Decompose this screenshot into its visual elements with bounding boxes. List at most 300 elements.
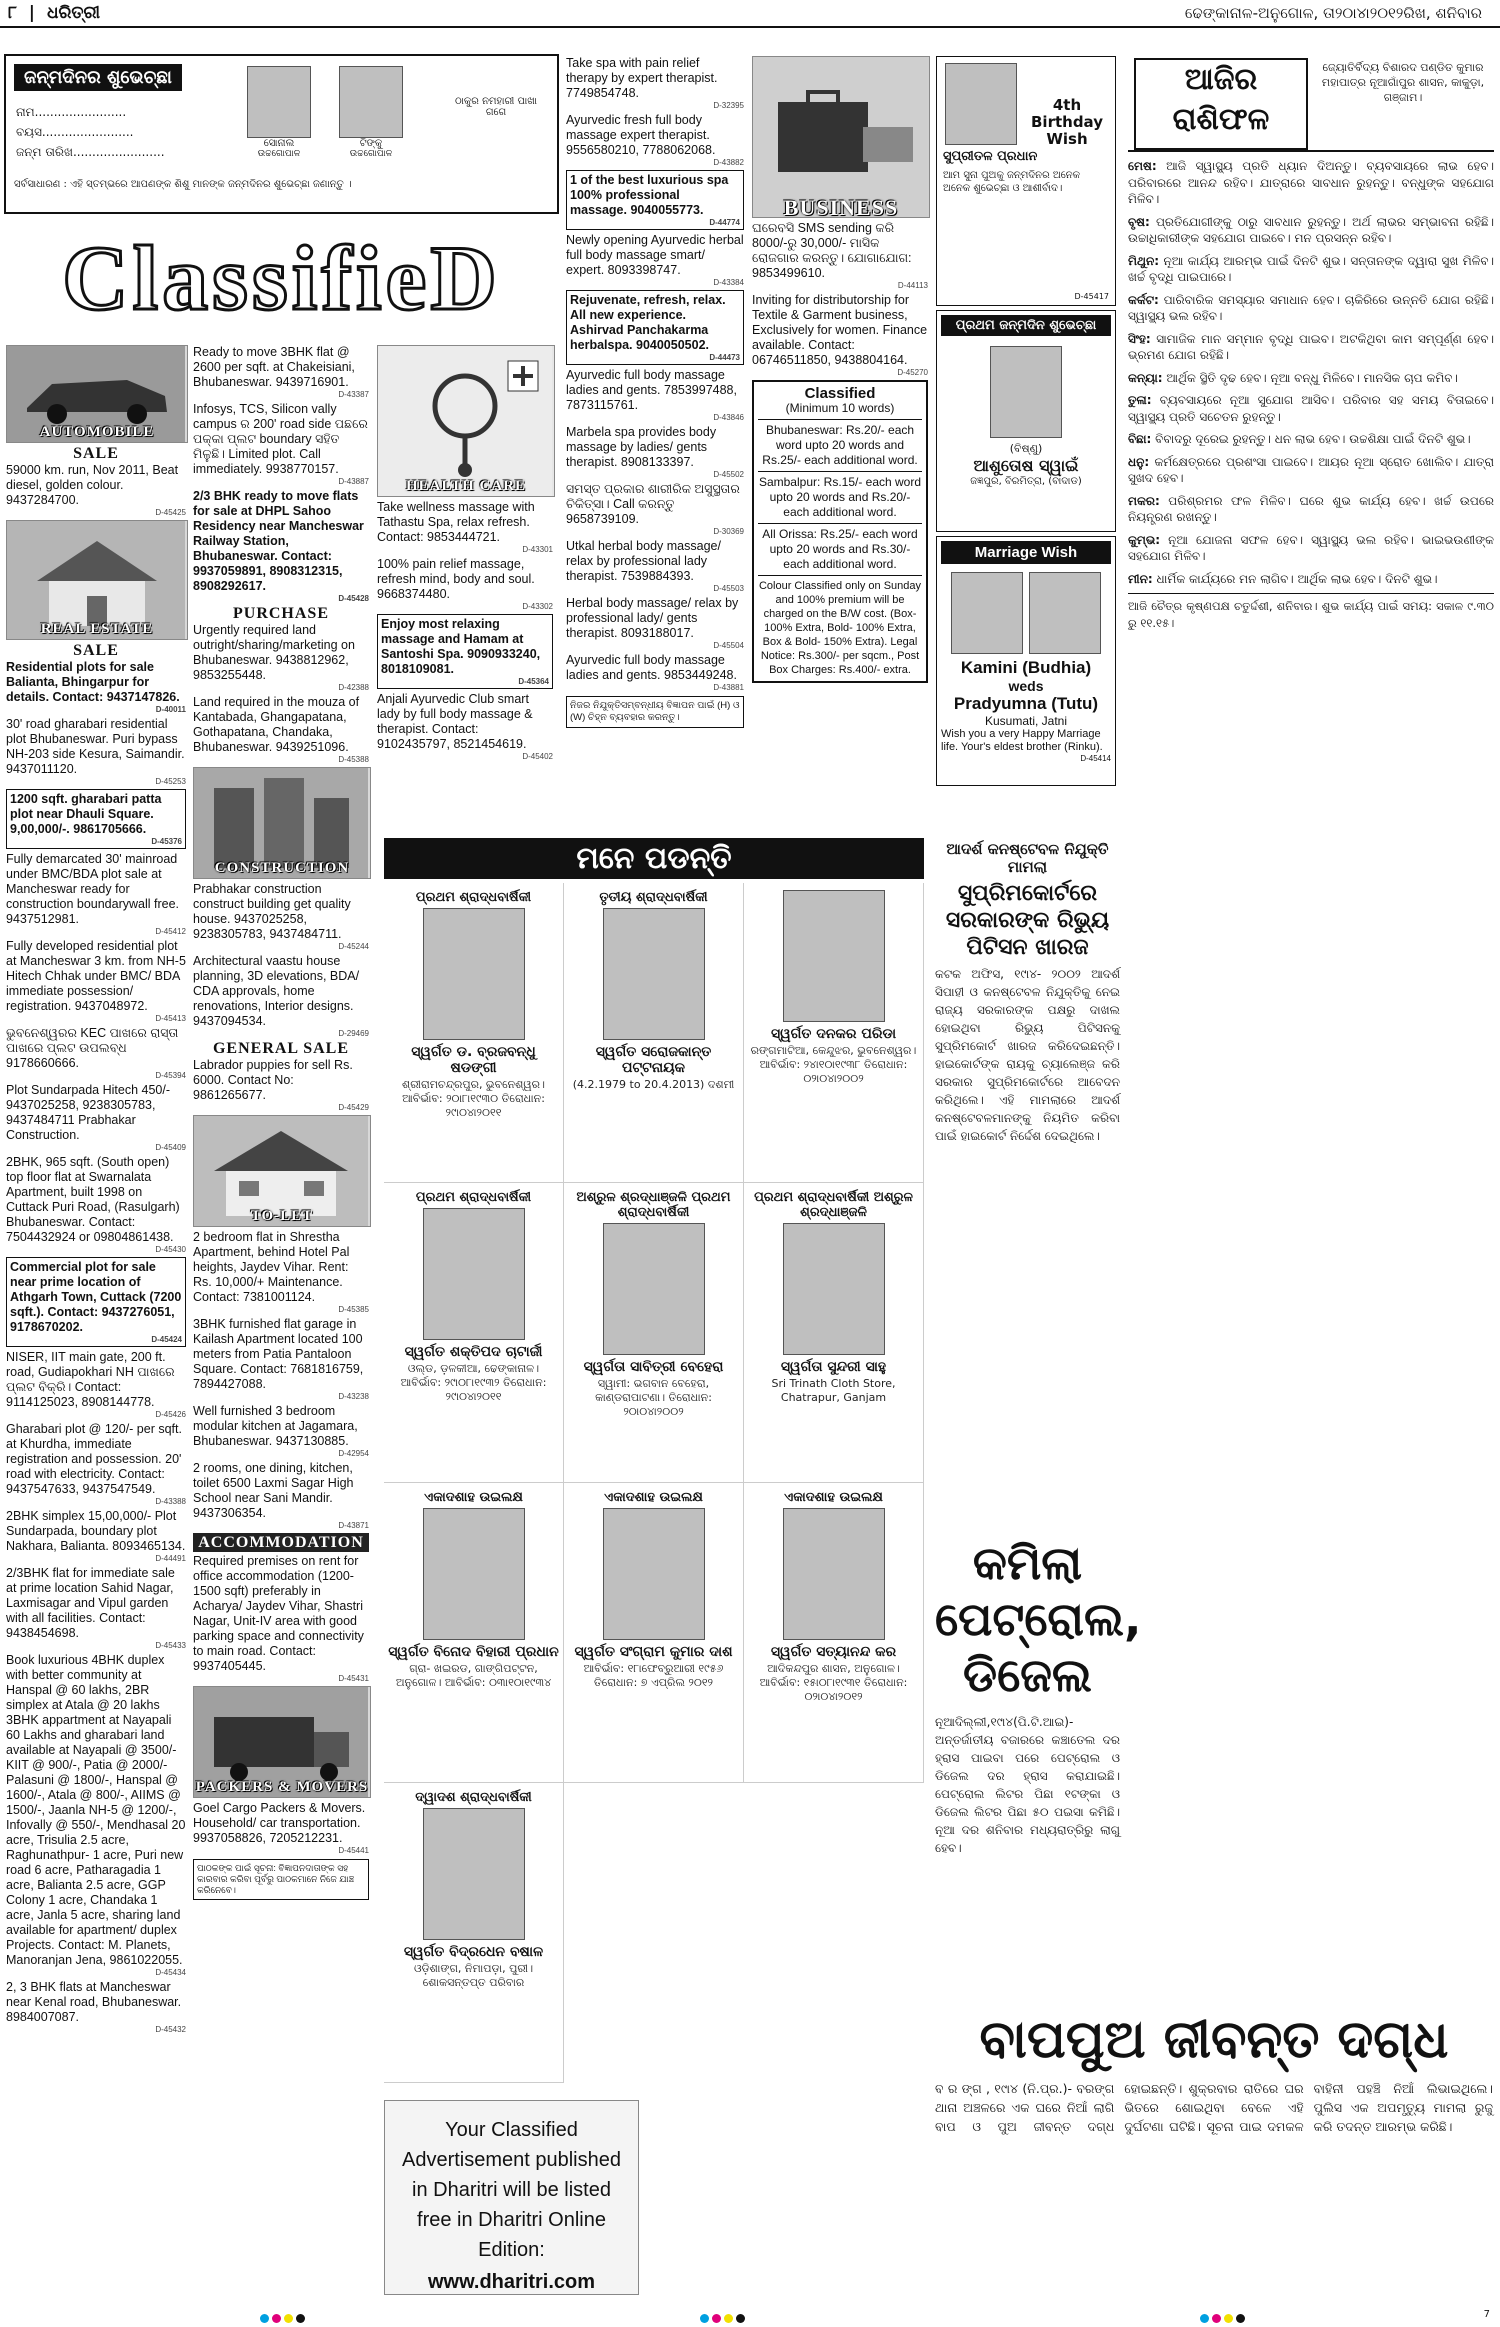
ad-code: D-45502 — [713, 470, 744, 479]
first-birthday-portrait — [990, 346, 1062, 438]
business-ad-text: ଘରେବସି SMS sending କରି 8000/-ରୁ 30,000/- ମାସିକ ରୋଜଗାର କରନ୍ତୁ। ଯୋଗାଯୋଗ: 9853499610. — [752, 221, 912, 280]
ad-code: D-45385 — [338, 1305, 369, 1314]
obituary-title: ଏକାଦଶାହ ଉଇଲକ୍ଷ — [424, 1490, 523, 1505]
distributor-ad-text: Inviting for distributorship for Textile & Garment business, Exclusively for women. Finance available. Contact: 06746511850, 9438804164. — [752, 293, 928, 367]
groom-portrait — [1029, 572, 1101, 654]
rashi-sign: ମକର: — [1128, 493, 1160, 508]
ad-code: D-45376 — [151, 837, 182, 846]
marriage-code: D-45414 — [1080, 754, 1111, 763]
rates-title: Classified — [804, 385, 876, 402]
field-dob: ଜନ୍ମ ତାରିଖ........................ — [16, 145, 165, 159]
construction-label: CONSTRUCTION — [214, 860, 350, 876]
classified-ad — [6, 1026, 186, 1080]
rashifal-title-bottom: ରାଶିଫଳ — [1172, 102, 1270, 137]
obituary-text: ଆବିର୍ଭାବ: ୧୮ାଫେବ୍ରୁଆରୀ ୧୯୫୬ ତିରୋଧାନ: ୭ ଏପ୍ରିଲ ୨୦୧୨ — [583, 1662, 724, 1689]
obituary-name: ସ୍ୱର୍ଗତ ଶକ୍ତିପଦ ଚାଟାର୍ଜୀ — [404, 1344, 543, 1360]
news1-headline: ସୁପ୍ରିମକୋର୍ଟରେ ସରକାରଙ୍କ ରିଭ୍ୟୁ ପିଟିସନ ଖାରଜ — [945, 881, 1110, 960]
rashi-text: ଆର୍ଥିକ ସ୍ଥିତି ଦୃଢ ହେବ। ନୂଆ ବନ୍ଧୁ ମିଳିବେ। ମାନସିକ ଚାପ କମିବ। — [1166, 370, 1458, 385]
obituary-text: (4.2.1979 to 20.4.2013) ଦଶମୀ — [572, 1078, 735, 1091]
ad-text: Urgently required land outright/sharing/marketing on Bhubaneswar. 9438812962, 9853255448. — [193, 623, 355, 682]
ad-text: NISER, IIT main gate, 200 ft. road, Gudiapokhari NH ପାଖରେ ପ୍ଲଟ ବିକ୍ରି। Contact: 9114125023, 8908144778. — [6, 1350, 175, 1409]
ad-text: Take wellness massage with Tathastu Spa, relax refresh. Contact: 9853444721. — [377, 500, 535, 544]
ad-code: D-43881 — [713, 683, 744, 692]
child-portrait-1 — [247, 66, 311, 138]
ad-text: Ayurvedic fresh full body massage expert therapist. 9556580210, 7788062068. — [566, 113, 716, 157]
ad-text: 2 bedroom flat in Shrestha Apartment, behind Hotel Pal heights, Jaydev Vihar. Rent: Rs. 10,000/+ Maintenance. Contact: 7381001124. — [193, 1230, 350, 1304]
ad-code: D-43387 — [338, 390, 369, 399]
online-edition-box — [384, 2100, 639, 2295]
ad-text: ସମସ୍ତ ପ୍ରକାର ଶାରୀରିକ ଅସୁସ୍ଥତାର ଚିକିତ୍ସା। Call କରନ୍ତୁ 9658739109. — [566, 482, 740, 526]
bride-portrait — [951, 572, 1023, 654]
obituary-name: ସ୍ୱର୍ଗତ ଦନକର ପରିଡା — [770, 1026, 897, 1042]
packers-label: PACKERS & MOVERS — [195, 1779, 369, 1795]
ad-code: D-44774 — [709, 218, 740, 227]
classified-ad — [566, 290, 744, 365]
classified-ad — [566, 539, 744, 593]
obituary-card — [384, 1783, 564, 2083]
ad-code: D-45412 — [155, 927, 186, 936]
ad-text: Commercial plot for sale near prime location of Athgarh Town, Cuttack (7200 sqft.). Contact: 9437276051, 9178670202. — [10, 1260, 182, 1334]
rashi-text: ନୂଆ କାର୍ଯ୍ୟ ଆରମ୍ଭ ପାଇଁ ଦିନଟି ଶୁଭ। ସନ୍ତାନଙ୍କ ଦ୍ୱାରା ସୁଖ ମିଳିବ। ଖର୍ଚ୍ଚ ବୃଦ୍ଧି ପାଇପାରେ। — [1128, 253, 1494, 284]
health-care-image — [377, 345, 555, 497]
birthday-box-title: ଜନ୍ମଦିନର ଶୁଭେଚ୍ଛା — [14, 64, 182, 91]
classified-ad — [193, 1801, 369, 1855]
obituary-portrait — [603, 908, 705, 1040]
ad-text: Ready to move 3BHK flat @ 2600 per sqft. at Chakeisiani, Bhubaneswar. 9439716901. — [193, 345, 355, 389]
column-spa-ads — [566, 56, 744, 831]
business-image — [752, 56, 930, 218]
ad-text: 2BHK simplex 15,00,000/- Plot Sundarpada, boundary plot Nakhara, Balianta. 8093465134. — [6, 1509, 186, 1553]
classified-ad — [6, 1083, 186, 1152]
general-sale-heading: GENERAL SALE — [212, 1040, 350, 1057]
automobile-label: AUTOMOBILE — [39, 424, 155, 440]
rashi-sign: କନ୍ୟା: — [1128, 370, 1163, 385]
classified-ad — [193, 1461, 369, 1530]
ad-code: D-45413 — [155, 1014, 186, 1023]
classified-ad — [193, 695, 369, 764]
birthday-note: ସର୍ବସାଧାରଣ : ଏହି ସ୍ତମ୍ଭରେ ଆପଣଙ୍କ ଶିଶୁ ମାନଙ୍କ ଜନ୍ମଦିନର ଶୁଭେଚ୍ଛା ଜଣାନ୍ତୁ । — [14, 179, 352, 190]
business-ad — [752, 221, 928, 290]
obituary-portrait — [603, 1508, 705, 1640]
rashi-sign: କର୍କଟ: — [1128, 292, 1159, 307]
classified-ad — [6, 660, 186, 714]
rashi-sign: ବିଛା: — [1128, 432, 1152, 446]
obituary-name: ସ୍ୱର୍ଗତ ସରୋଜକାନ୍ତ ପଟ୍ଟନାୟକ — [595, 1044, 712, 1076]
obituary-name: ସ୍ୱର୍ଗତ ଡ. ବ୍ରଜବନ୍ଧୁ ଷଡଙ୍ଗୀ — [411, 1044, 536, 1076]
construction-image — [193, 767, 371, 879]
column-purchase-tolet — [193, 345, 369, 2300]
couple-photos — [941, 572, 1111, 654]
news2-body: ନୂଆଦିଲ୍ଲୀ,୧୯ା୪(ପି.ଟି.ଆଇ)- ଅନ୍ତର୍ଜାତୀୟ ବଜାରରେ କଞ୍ଚାତେଲ ଦର ହ୍ରାସ ପାଇବା ପରେ ପେଟ୍ରୋଲ ଓ ଡିଜେଲ ଦର ହ୍ରାସ କରାଯାଇଛି। ପେଟ୍ରୋଲ ଲିଟର ପିଛା ୧ଟଙ୍କା ଓ ଡିଜେଲ ଲିଟର ପିଛା ୫୦ ପଇସା କମିଛି। ନୂଆ ଦର ଶନିବାର ମଧ୍ୟରାତ୍ରିରୁ ଲାଗୁ ହେବ। — [935, 1715, 1120, 1855]
obituary-banner: ମନେ ପଡନ୍ତି — [384, 838, 924, 879]
rashi-text: ସାମାଜିକ ମାନ ସମ୍ମାନ ବୃଦ୍ଧି ପାଇବ। ଅଟକିଥିବା କାମ ସମ୍ପୂର୍ଣ୍ଣ ହେବ। ଭ୍ରମଣ ଯୋଗ ରହିଛି। — [1128, 331, 1494, 362]
ad-code: D-45431 — [338, 1674, 369, 1683]
real-estate-image — [6, 520, 188, 640]
obituary-title: ତୃତୀୟ ଶ୍ରାଦ୍ଧବାର୍ଷିକୀ — [599, 890, 708, 905]
classified-ad — [566, 653, 744, 692]
obituary-text: ଶ୍ରୀରାମଚନ୍ଦ୍ରପୁର, ଭୁବନେଶ୍ୱର। ଆବିର୍ଭାବ: ୨୦ା୮ା୧୯୩୦ ତିରୋଧାନ: ୨୯ା୦୪ା୨୦୧୧ — [402, 1078, 545, 1119]
birthday-4th-text: ଆମ ସୁନା ପୁଅକୁ ଜନ୍ମଦିନର ଅନେକ ଅନେକ ଶୁଭେଚ୍ଛା ଓ ଆଶୀର୍ବାଦ। — [943, 170, 1081, 194]
accommodation-ads — [193, 1554, 369, 1683]
stethoscope-icon — [378, 346, 552, 496]
ad-code: D-45441 — [338, 1846, 369, 1855]
ad-text: Enjoy most relaxing massage and Hamam at Santoshi Spa. 9090933240, 8018109081. — [381, 617, 541, 676]
rashi-text: ପ୍ରତିଯୋଗୀଙ୍କୁ ଠାରୁ ସାବଧାନ ରୁହନ୍ତୁ। ଅର୍ଥ ଲାଭର ସମ୍ଭାବନା ରହିଛି। ଉଚ୍ଚାଧିକାରୀଙ୍କ ସହଯୋଗ ପାଇବେ। ମନ ପ୍ରସନ୍ନ ରହିବ। — [1128, 214, 1494, 245]
ad-code: D-45430 — [155, 1245, 186, 1254]
print-registration-marks-3 — [1200, 2308, 1248, 2318]
obituary-title: ଅଶ୍ରୁଳ ଶ୍ରଦ୍ଧାଞ୍ଜଳି ପ୍ରଥମ ଶ୍ରାଦ୍ଧବାର୍ଷିକୀ — [576, 1190, 731, 1220]
first-birthday-name: ଆଶୁତୋଷ ସ୍ୱାଇଁ — [973, 456, 1079, 475]
ad-text: 2/3BHK flat for immediate sale at prime location Sahid Nagar, Laxmisagar and Vipul garden with all facilities. Contact: 9438454698. — [6, 1566, 175, 1640]
ad-text: Ayurvedic full body massage ladies and gents. 9853449248. — [566, 653, 737, 682]
first-birthday-box — [936, 310, 1116, 532]
obituary-name: ସ୍ୱର୍ଗତା ସାବିତ୍ରୀ ବେହେରା — [583, 1359, 724, 1375]
child-photo-2 — [336, 66, 406, 159]
distributor-ad — [752, 293, 928, 377]
classified-ad — [6, 1509, 186, 1563]
rashi-text: ପରିଶ୍ରମର ଫଳ ମିଳିବ। ଘରେ ଶୁଭ କାର୍ଯ୍ୟ ହେବ। ଖର୍ଚ୍ଚ ଉପରେ ନିୟନ୍ତ୍ରଣ ରଖନ୍ତୁ। — [1128, 493, 1494, 524]
ad-text: Anjali Ayurvedic Club smart lady by full body massage & therapist. Contact: 9102435797, 8521454619. — [377, 692, 533, 751]
classified-ad — [6, 717, 186, 786]
obituary-card — [384, 1183, 564, 1483]
real-estate-ads — [6, 660, 186, 2034]
ad-text: Fully developed residential plot at Mancheswar 3 km. from NH-5 Hitech Chhak under BMC/ BDA immediate possession/ registration. 9437048972. — [6, 939, 186, 1013]
edition-date: ଢେଙ୍କାନାଳ-ଅନୁଗୋଳ, ତା୨୦ା୪ା୨୦୧୨ରିଖ, ଶନିବାର — [1184, 4, 1482, 22]
ad-code: D-30369 — [713, 527, 744, 536]
news3-body: ବ ର ଙ୍ଗ , ୧୯ା୪ (ନି.ପ୍ର.)- ବରଙ୍ଗ ଥାନା ଅଞ୍ଚଳରେ ଏକ ଘରେ ନିଆଁ ଲାଗି ବାପ ଓ ପୁଅ ଜୀବନ୍ତ ଦଗ୍ଧ ହୋଇଛନ୍ତି। ଶୁକ୍ରବାର ରାତିରେ ଘର ଭିତରେ ଶୋଇଥିବା ବେଳେ ଏହି ଦୁର୍ଘଟଣା ଘଟିଛି। ସୂଚନା ପାଇ ଦମକଳ ବାହିନୀ ପହଞ୍ଚି ନିଆଁ ଲିଭାଇଥିଲେ। ପୁଲିସ ଏକ ଅପମୃତ୍ୟୁ ମାମଲା ରୁଜୁ କରି ତଦନ୍ତ ଆରମ୍ଭ କରିଛି। — [935, 2081, 1493, 2134]
rashi-text: ପାରିବାରିକ ସମସ୍ୟାର ସମାଧାନ ହେବ। ଚାକିରିରେ ଉନ୍ନତି ଯୋଗ ରହିଛି। ସ୍ୱାସ୍ଥ୍ୟ ଭଲ ରହିବ। — [1128, 292, 1494, 323]
field-age: ବୟସ........................ — [16, 125, 134, 139]
obituary-name: ସ୍ୱର୍ଗତ ବିନୋଦ ବିହାରୀ ପ୍ରଧାନ — [388, 1644, 559, 1660]
rashi-text: ବ୍ୟବସାୟରେ ନୂଆ ସୁଯୋଗ ଆସିବ। ପରିବାର ସହ ସମୟ ବିତାଇବେ। ସ୍ୱାସ୍ଥ୍ୟ ପ୍ରତି ସଚେତନ ରୁହନ୍ତୁ। — [1128, 393, 1494, 424]
ad-text: 1 of the best luxurious spa 100% professional massage. 9040055773. — [570, 173, 729, 217]
business-ad-code: D-44113 — [897, 281, 928, 290]
classified-ad — [566, 56, 744, 110]
rashi-text: ଧାର୍ମିକ କାର୍ଯ୍ୟରେ ମନ ଲାଗିବ। ଆର୍ଥିକ ଲାଭ ହେବ। ଦିନଟି ଶୁଭ। — [1156, 571, 1438, 586]
obituary-card — [744, 1483, 924, 1783]
ad-code: D-45429 — [338, 1103, 369, 1112]
online-edition-url: www.dharitri.com — [427, 2271, 596, 2293]
classified-ad — [193, 1230, 369, 1314]
flat-sale-ads — [193, 345, 369, 603]
classified-ad — [377, 692, 553, 761]
classified-ad — [6, 789, 186, 849]
classified-ad — [6, 1653, 186, 1977]
ad-code: D-45432 — [155, 2025, 186, 2034]
accommodation-heading: ACCOMMODATION — [193, 1533, 369, 1552]
obituary-text: ରଙ୍ଗମାଟିଆ, କେନ୍ଦୁଝର, ଭୁବନେଶ୍ୱର। ଆବିର୍ଭାବ: ୨୪ା୧୦ା୧୯୩୮ ତିରୋଧାନ: ୦୨ା୦୪ା୨୦୦୨ — [750, 1044, 917, 1085]
obituary-name: ସ୍ୱର୍ଗତ ସଂଗ୍ରାମ କୁମାର ଦାଶ — [574, 1644, 733, 1660]
birthday-form-box — [4, 54, 559, 214]
ad-text: Infosys, TCS, Silicon vally campus ର 200' road side ପଛରେ ପକ୍କା ପ୍ଲଟ boundary ସହିତ ମିଳୁଛି। Limited plot. Call immediately. 9938770157. — [193, 402, 368, 476]
field-name: ନାମ........................ — [16, 105, 127, 119]
news1-kicker: ଆଦର୍ଶ କନଷ୍ଟେବଳ ନିଯୁକ୍ତି ମାମଲା — [946, 840, 1109, 876]
groom-name: Pradyumna (Tutu) — [953, 694, 1099, 713]
obituary-portrait — [783, 890, 885, 1022]
obituary-card — [564, 1483, 744, 1783]
classified-ad — [566, 113, 744, 167]
obituary-title: ପ୍ରଥମ ଶ୍ରାଦ୍ଧବାର୍ଷିକୀ — [415, 1190, 532, 1205]
classified-ad — [193, 882, 369, 951]
birthday-child-portrait — [945, 63, 1017, 145]
obituary-name: ସ୍ୱର୍ଗତା ସୁନ୍ଦରୀ ସାହୁ — [780, 1359, 887, 1375]
astrologer-credit: ଜ୍ୟୋତିର୍ବିଦ୍ୟ ବିଶାରଦ ପଣ୍ଡିତ କୁମାର ମହାପାତ୍ର ନୂଆଗାଁପୁର ଶାସନ, କାକୁଡ଼ା, ଗଞ୍ଜାମ। — [1321, 61, 1485, 104]
obituary-text: Sri Trinath Cloth Store, Chatrapur, Ganjam — [771, 1377, 896, 1404]
ad-code: D-45425 — [155, 508, 186, 517]
ad-text: 59000 km. run, Nov 2011, Beat diesel, golden colour. 9437284700. — [6, 463, 179, 507]
ad-text: Required premises on rent for office accommodation (1200-1500 sqft) preferably in Acharya/ Jaydev Vihar, Shastri Nagar, Unit-IV area with good parking space and connectivity to main road. Contact: 9937405445. — [193, 1554, 364, 1673]
rashi-sign: ମେଷ: — [1128, 159, 1157, 173]
health-care-ads — [377, 500, 553, 761]
news-column — [935, 840, 1142, 2000]
rashi-text: ନୂଆ ଯୋଜନା ସଫଳ ହେବ। ସ୍ୱାସ୍ଥ୍ୟ ଭଲ ରହିବ। ଭାଇଭଉଣୀଙ୍କ ସହଯୋଗ ମିଳିବ। — [1128, 532, 1494, 563]
birthday-4th-code: D-45417 — [1074, 292, 1109, 301]
rashi-text: ଆଜି ସ୍ୱାସ୍ଥ୍ୟ ପ୍ରତି ଧ୍ୟାନ ଦିଅନ୍ତୁ। ବ୍ୟବସାୟରେ ଲାଭ ହେବ। ପରିବାରରେ ଆନନ୍ଦ ରହିବ। ଯାତ୍ରାରେ ସାବଧାନ ରୁହନ୍ତୁ। ବନ୍ଧୁଙ୍କ ସହଯୋଗ ମିଳିବ। — [1128, 159, 1494, 206]
ad-code: D-45244 — [338, 942, 369, 951]
obituary-title: ଏକାଦଶାହ ଉଇଲକ୍ଷ — [784, 1490, 883, 1505]
classified-rates-box — [752, 380, 928, 683]
masthead: ଧରିତ୍ରୀ — [46, 3, 101, 23]
classified-ad — [566, 596, 744, 650]
obituary-title: ଦ୍ୱାଦଶ ଶ୍ରାଦ୍ଧବାର୍ଷିକୀ — [415, 1790, 532, 1805]
classified-ad — [6, 939, 186, 1023]
ad-code: D-43887 — [338, 477, 369, 486]
ad-text: 2 rooms, one dining, kitchen, toilet 6500 Laxmi Sagar High School near Sani Mandir. 9437306354. — [193, 1461, 354, 1520]
ad-code: D-43871 — [338, 1521, 369, 1530]
rashifal-title-box — [1134, 58, 1308, 150]
obituary-name: ସ୍ୱର୍ଗତ ବିଦ୍ରଧେନ ବଷାଳ — [403, 1944, 544, 1960]
classified-ad — [6, 1257, 186, 1347]
ad-text: Well furnished 3 bedroom modular kitchen at Jagamara, Bhubaneswar. 9437130885. — [193, 1404, 358, 1448]
obituary-grid — [384, 879, 924, 2094]
ad-code: D-45426 — [155, 1410, 186, 1419]
rashi-entry — [1128, 571, 1494, 588]
classified-ad — [193, 1058, 369, 1112]
ad-note-box: ନିଜର ନିଯୁକ୍ତିସମ୍ବନ୍ଧୀୟ ବିଜ୍ଞାପନ ପାଇଁ (H) ଓ (W) ଚିହ୍ନ ବ୍ୟବହାର କରନ୍ତୁ। — [566, 696, 744, 728]
ad-code: D-45253 — [155, 777, 186, 786]
marriage-wish-box — [936, 536, 1116, 786]
ad-text: Land required in the mouza of Kantabada, Ghangapatana, Gothapatana, Chandaka, Bhubaneswar. 9439251096. — [193, 695, 360, 754]
ad-code: D-29469 — [338, 1029, 369, 1038]
ad-text: Marbela spa provides body massage by ladies/ gents therapist. 8908133397. — [566, 425, 717, 469]
classified-logo-text: ClassifieD — [62, 227, 501, 329]
obituary-card — [384, 883, 564, 1183]
classified-logo — [4, 224, 559, 334]
ad-text: Utkal herbal body massage/ relax by professional lady therapist. 7539884393. — [566, 539, 721, 583]
rate-all-orissa: All Orissa: Rs.25/- each word upto 20 words and Rs.30/- each additional word. — [762, 527, 918, 571]
ad-code: D-42954 — [338, 1449, 369, 1458]
ad-code: D-43846 — [713, 413, 744, 422]
weds-text: weds — [1008, 678, 1044, 694]
obituary-portrait — [423, 1208, 525, 1340]
obituary-text: ଓଡ଼ିଶାଙ୍ଗ, ନିମାପଡ଼ା, ପୁରୀ। ଶୋକସନ୍ତପ୍ତ ପରିବାର — [413, 1962, 534, 1989]
rashi-sign: ମୀନ: — [1128, 571, 1153, 586]
spa-ads — [566, 56, 744, 692]
rashi-entry — [1128, 493, 1494, 526]
obituary-text: ଓଲ୍ଡ, ଡ଼ଳକୀଆ, ଢେଙ୍କାନାଳ। ଆବିର୍ଭାବ: ୨୯ା୦୮ା୧୯୩୨ ତିରୋଧାନ: ୨୯ା୦୪ା୨୦୧୧ — [400, 1362, 547, 1403]
ad-text: Newly opening Ayurvedic herbal full body massage smart/ expert. 8093398747. — [566, 233, 744, 277]
real-estate-label: REAL ESTATE — [40, 621, 154, 637]
online-edition-text: Your Classified Advertisement published in Dharitri will be listed free in Dharitri Online Edition: — [401, 2119, 621, 2261]
rashi-entry — [1128, 454, 1494, 487]
birthday-form-fields — [16, 102, 236, 162]
purchase-heading: PURCHASE — [232, 605, 329, 622]
news2-headline: କମିଲା ପେଟ୍ରୋଲ, ଡିଜେଲ — [935, 1536, 1142, 1702]
classified-ad — [193, 1404, 369, 1458]
rashi-sign: ବୃଷ: — [1128, 214, 1150, 229]
ad-text: 2/3 BHK ready to move flats for sale at DHPL Sahoo Residency near Mancheswar Railway Station, Bhubaneswar. Contact: 9937059891, 8908312315, 8908292617. — [193, 489, 364, 593]
first-birthday-title: ପ୍ରଥମ ଜନ୍ମଦିନ ଶୁଭେଚ୍ଛା — [941, 315, 1111, 336]
ad-code: D-45364 — [518, 677, 549, 686]
ad-text: 30' road gharabari residential plot Bhubaneswar. Puri bypass NH-203 side Kesura, Saimandir. 9437011120. — [6, 717, 185, 776]
obituary-card — [744, 883, 924, 1183]
obituary-card — [564, 883, 744, 1183]
ad-code: D-45434 — [155, 1968, 186, 1977]
obituary-text: ଆଦିକନ୍ଦପୁର ଶାସନ, ଅନୁଗୋଳ। ଆବିର୍ଭାବ: ୧୫ା୦୮ା୧୯୩୧ ତିରୋଧାନ: ୦୨ା୦୪ା୨୦୧୨ — [759, 1662, 908, 1703]
obituary-portrait — [423, 1808, 525, 1940]
real-estate-sale-heading: SALE — [73, 642, 119, 659]
to-let-label: TO-LET — [250, 1208, 314, 1224]
first-birthday-nick: (ବିଷ୍ଣୁ) — [1009, 442, 1043, 455]
rashi-text: ବିବାଦରୁ ଦୂରେଇ ରୁହନ୍ତୁ। ଧନ ଲାଭ ହେବ। ଉଚ୍ଚଶିକ୍ଷା ପାଇଁ ଦିନଟି ଶୁଭ। — [1155, 432, 1471, 446]
classified-ad — [377, 500, 553, 554]
rashi-sign: ମିଥୁନ: — [1128, 253, 1160, 268]
obituary-portrait — [783, 1508, 885, 1640]
ad-code: D-43302 — [522, 602, 553, 611]
rate-sambalpur: Sambalpur: Rs.15/- each word upto 20 words and Rs.20/- each additional word. — [758, 475, 922, 519]
classified-ad — [6, 463, 186, 517]
news3-headline: ବାପପୁଅ ଜୀବନ୍ତ ଦଗ୍ଧ — [979, 2010, 1449, 2070]
obituary-portrait — [423, 1508, 525, 1640]
birthday-4th-title: 4th Birthday Wish — [1031, 96, 1103, 148]
rashi-entry — [1128, 370, 1494, 387]
bottom-news — [935, 2005, 1493, 2305]
ad-code: D-40011 — [155, 705, 186, 714]
child2-sub: ଉଚ୍ଚଗୋପାଳ — [349, 149, 393, 159]
ad-text: Book luxurious 4BHK duplex with better community at Hanspal @ 60 lakhs, 2BR simplex at Atala @ 20 lakhs 3BHK appartment at Nayapali 60 Lakhs and gharabari land available at Nayapali @ 3500/- KIIT @ 900/-, Patia @ 2000/- Palasuni @ 1800/-, Hanspal @ 1600/-, Atala @ 800/-, AIIMS @ 1500/-, Jaanla NH-5 @ 1200/-, Infovally @ 550/-, Mendhasal 20 acre, Trisulia 2.5 acre, Raghunathpur- 1 acre, Puri new road 6 acre, Patharagadia 1 acre, Balianta 2.5 acre, GGP Colony 1 acre, Chandaka 1 acre, Janla 5 acre, sharing land available for apartment/ duplex Projects. Contact: M. Planets, Manoranjan Jena, 9861022055. — [6, 1653, 186, 1967]
purchase-ads — [193, 623, 369, 764]
rashifal-entries — [1128, 158, 1494, 587]
ad-text: Ayurvedic full body massage ladies and gents. 7853997488, 7873115761. — [566, 368, 737, 412]
ad-code: D-45388 — [338, 755, 369, 764]
rashi-entry — [1128, 214, 1494, 247]
rashi-entry — [1128, 532, 1494, 565]
automobile-ads — [6, 463, 186, 517]
classified-ad — [193, 402, 369, 486]
first-birthday-sub: ଜଜ୍ଞପୁର, ବିରମିତ୍ରା, (ବାଦାଡ) — [970, 476, 1082, 487]
rashi-entry — [1128, 431, 1494, 448]
packers-image — [193, 1686, 371, 1798]
ad-text: ଭୁବନେଶ୍ୱରର KEC ପାଖରେ ରାସ୍ତା ପାଖରେ ପ୍ଲଟ ଉପଲବ୍ଧ 9178660666. — [6, 1026, 179, 1070]
obituary-title: ଏକାଦଶାହ ଉଇଲକ୍ଷ — [604, 1490, 703, 1505]
classified-ad — [6, 852, 186, 936]
footer-page-number: 7 — [1483, 2309, 1490, 2320]
classified-ad — [566, 233, 744, 287]
classified-ad — [193, 1317, 369, 1401]
classified-ad — [193, 1554, 369, 1683]
rashifal-footer: ଆଜି ଚୈତ୍ର କୃଷ୍ଣପକ୍ଷ ଚତୁର୍ଦ୍ଦଶୀ, ଶନିବାର। ଶୁଭ କାର୍ଯ୍ୟ ପାଇଁ ସମୟ: ସକାଳ ୯.୩୦ ରୁ ୧୧.୧୫। — [1128, 593, 1494, 631]
news1-body: କଟକ ଅଫିସ, ୧୯ା୪- ୨୦୦୨ ଆଦର୍ଶ ସିପାହୀ ଓ କନଷ୍ଟେବଳ ନିଯୁକ୍ତିକୁ ନେଇ ରାଜ୍ୟ ସରକାରଙ୍କ ପକ୍ଷରୁ ଦାଖଲ ହୋଇଥିବା ରିଭ୍ୟୁ ପିଟିସନକୁ ସୁପ୍ରିମକୋର୍ଟ ଖାରଜ କରିଦେଇଛନ୍ତି। ହାଇକୋର୍ଟଙ୍କ ରାୟକୁ ଚ୍ୟାଲେଞ୍ଜ କରି ସରକାର ସୁପ୍ରିମକୋର୍ଟରେ ଆବେଦନ କରିଥିଲେ। ଏହି ମାମଲାରେ ଆଦର୍ଶ କନଷ୍ଟେବଳମାନଙ୍କୁ ନିୟମିତ କରିବା ପାଇଁ ହାଇକୋର୍ଟ ନିର୍ଦ୍ଦେଶ ଦେଇଥିଲେ। — [935, 967, 1120, 1143]
rashi-entry — [1128, 253, 1494, 286]
general-sale-ads — [193, 1058, 369, 1112]
automobile-sale-heading: SALE — [73, 445, 119, 462]
classified-ad — [377, 557, 553, 611]
obituary-text: ଗ୍ରା- ଖଇରଡ, ଗାଙ୍ଗିପଟ୍ଟନ, ଅନୁଗୋଳ। ଆବିର୍ଭାବ: ୦୩ା୧୦ା୧୯୩୪ — [395, 1662, 552, 1689]
obituary-portrait — [423, 908, 525, 1040]
print-registration-marks — [260, 2308, 308, 2318]
classified-ad — [566, 425, 744, 479]
obituary-card — [384, 1483, 564, 1783]
classified-ad — [6, 1155, 186, 1254]
marriage-place: Kusumati, Jatni — [984, 714, 1068, 728]
obituary-name: ସ୍ୱର୍ଗତ ସତ୍ୟାନନ୍ଦ କର — [770, 1644, 897, 1660]
rashi-sign: ସିଂହ: — [1128, 331, 1151, 346]
ad-text: Rejuvenate, refresh, relax. All new experience. Ashirvad Panchakarma herbalspa. 9040050502. — [570, 293, 726, 352]
classified-ad — [6, 1422, 186, 1506]
ad-text: Fully demarcated 30' mainroad under BMC/BDA plot sale at Mancheswar ready for construction boundarywall free. 9437512981. — [6, 852, 180, 926]
column-health-care — [377, 345, 553, 830]
classified-ad — [566, 482, 744, 536]
child2-name: ଟିଙ୍କୁ — [359, 138, 383, 149]
ad-text: Labrador puppies for sell Rs. 6000. Contact No: 9861265677. — [193, 1058, 353, 1102]
child1-sub: ଉଚ୍ଚଗୋପାଳ — [257, 149, 301, 159]
ad-code: D-43384 — [713, 278, 744, 287]
ad-text: Prabhakar construction construct building get quality house. 9437025258, 9238305783, 9437484711. — [193, 882, 351, 941]
ad-code: D-45503 — [713, 584, 744, 593]
marriage-text: Wish you a very Happy Marriage life. Your's eldest brother (Rinku). — [941, 728, 1103, 753]
briefcase-icon — [753, 57, 927, 220]
rashi-text: କର୍ମକ୍ଷେତ୍ରରେ ପ୍ରଶଂସା ପାଇବେ। ଆୟର ନୂଆ ସ୍ରୋତ ଖୋଲିବ। ଯାତ୍ରା ସୁଖଦ ହେବ। — [1128, 454, 1494, 485]
child-portrait-2 — [339, 66, 403, 138]
classified-ad — [193, 489, 369, 603]
child1-name: ସୋନାଲ — [263, 138, 295, 149]
classified-ad — [6, 1566, 186, 1650]
rashi-entry — [1128, 392, 1494, 425]
column-wishes — [936, 56, 1116, 831]
ad-code: D-45504 — [713, 641, 744, 650]
page-number-and-masthead: ୮ | ଧରିତ୍ରୀ — [8, 3, 101, 23]
ad-code: D-44473 — [709, 353, 740, 362]
obituary-card — [564, 1183, 744, 1483]
classified-ad — [566, 368, 744, 422]
ad-code: D-43388 — [155, 1497, 186, 1506]
birthday-address: ଠାକୁର ନମହାରୀ ପାଖା ଗଗେ — [454, 96, 538, 118]
obituary-text: ସ୍ୱାମୀ: ଭଗବାନ ବେହେରା, କାଣ୍ଡରାପାଟଣା। ତିରୋଧାନ: ୨୦ା୦୪ା୨୦୦୨ — [595, 1377, 712, 1418]
rashifal-title-top: ଆଜିର — [1184, 62, 1258, 97]
obituary-portrait — [603, 1223, 705, 1355]
ad-code: D-44491 — [155, 1554, 186, 1563]
ad-text: Gharabari plot @ 120/- per sqft. at Khurdha, immediate registration and possession. 20' road with electricity. Contact: 9437547633, 9437547549. — [6, 1422, 182, 1496]
rashi-entry — [1128, 331, 1494, 364]
obituary-title: ପ୍ରଥମ ଶ୍ରାଦ୍ଧବାର୍ଷିକୀ — [415, 890, 532, 905]
ad-code: D-43238 — [338, 1392, 369, 1401]
rashi-entry — [1128, 158, 1494, 208]
ad-text: Goel Cargo Packers & Movers. Household/ car transportation. 9937058826, 7205212231. — [193, 1801, 366, 1845]
rashi-sign: ତୁଳା: — [1128, 393, 1152, 407]
page-header — [0, 0, 1500, 28]
ad-text: Take spa with pain relief therapy by expert therapist. 7749854748. — [566, 56, 718, 100]
ad-code: D-45409 — [155, 1143, 186, 1152]
classified-ad — [193, 623, 369, 692]
rashi-entry — [1128, 292, 1494, 325]
birthday-4th-box — [936, 56, 1116, 306]
classified-ad — [377, 614, 553, 689]
packers-ads — [193, 1801, 369, 1855]
ad-code: D-45424 — [151, 1335, 182, 1344]
ad-text: Residential plots for sale Balianta, Bhingarpur for details. Contact: 9437147826. — [6, 660, 180, 704]
readers-note: ପାଠକଙ୍କ ପାଇଁ ସୂଚନା: ବିଜ୍ଞାପନଦାତାଙ୍କ ସହ କାରବାର କରିବା ପୂର୍ବରୁ ପାଠକମାନେ ନିଜେ ଯାଞ୍ଚ କରିନେବେ। — [193, 1859, 369, 1900]
bride-name: Kamini (Budhia) — [960, 658, 1092, 677]
